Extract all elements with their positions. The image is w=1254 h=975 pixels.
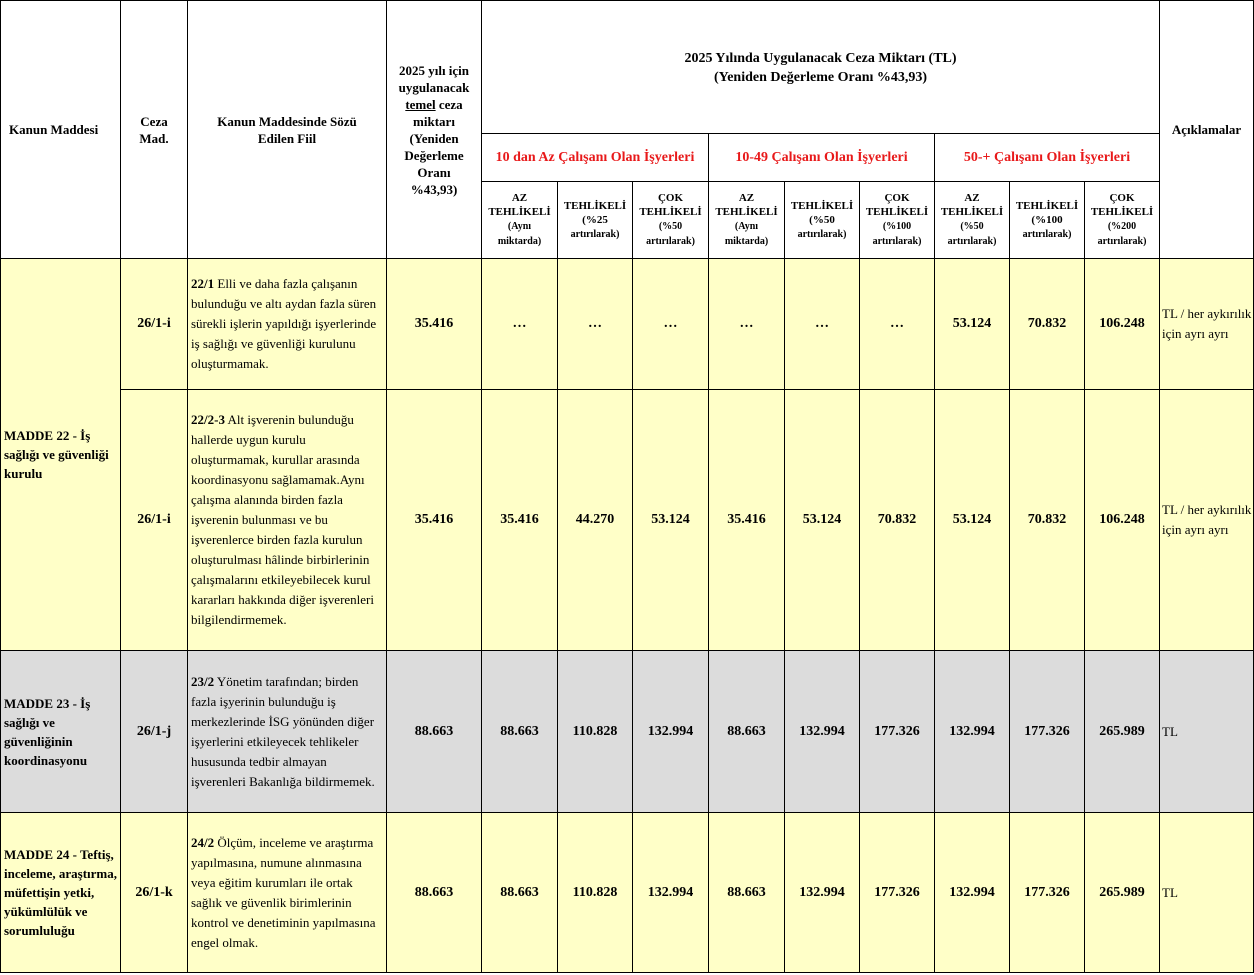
main-title-line2: (Yeniden Değerleme Oranı %43,93) [713,70,928,85]
note-cell: TL / her aykırılık için ayrı ayrı [1160,259,1254,390]
act-code: 24/2 [191,834,215,850]
act-code: 23/2 [191,673,215,689]
subheader-line: TEHLİKELİ [790,199,854,212]
header-penalty-line2: Mad. [139,130,169,146]
subheader-line: TEHLİKELİ [715,206,778,218]
value-cell: 132.994 [633,651,709,813]
subheader-line: artırılarak) [872,236,922,247]
value-cell: 44.270 [558,390,633,651]
base-l1: 2025 yılı için [398,62,470,78]
header-penalty-line1: Ceza [140,113,168,129]
act-code: 22/2-3 [191,412,225,427]
penalty-article-cell: 26/1-i [121,390,188,651]
act-description [188,651,387,813]
table-row [1,390,1254,651]
subheader-line: ÇOK [884,192,910,204]
subheader-line: TEHLİKELİ [1015,199,1079,212]
subheader-line: miktarda) [724,236,769,247]
value-cell: 110.828 [558,813,633,973]
act-text: Yönetim tarafından; birden fazla işyerinin bulunduğu iş merkezlerinde İSG yönünden diğer işyerlerini etkileyecek tehlikeler hususunda tedbir almayan işverenleri Bakanlığa bildirmemek. [191,673,375,789]
table-row [1,259,1254,390]
base-amount-cell: 88.663 [387,813,482,973]
header-base-amount [387,1,482,259]
subheader-line: (%50 [960,221,984,232]
subheader-hazard-class [633,182,709,259]
value-cell: 88.663 [482,813,558,973]
subheader-line: TEHLİKELİ [639,206,702,218]
table-row [1,651,1254,813]
subheader-hazard-class [1010,182,1085,259]
subheader-line: artırılarak) [570,228,620,240]
article-cell: MADDE 24 - Teftiş, inceleme, araştırma, müfettişin yetki, yükümlülük ve sorumluluğu [1,813,121,973]
value-cell: 53.124 [785,390,860,651]
header-main-title [482,1,1160,134]
act-text: Elli ve daha fazla çalışanın bulunduğu ve altı aydan fazla süren sürekli işlerin yapıldığı işyerlerinde iş sağlığı ve güvenliği kurulunu oluşturmamak. [191,276,377,371]
value-cell: 70.832 [860,390,935,651]
base-l4: miktarı [413,113,455,129]
subheader-hazard-class [935,182,1010,259]
subheader-line: artırılarak) [1097,236,1147,247]
value-cell: … [860,259,935,390]
subheader-line: (%50 [809,213,835,226]
subheader-hazard-class [1085,182,1160,259]
penalty-article-cell: 26/1-i [121,259,188,390]
value-cell: 53.124 [633,390,709,651]
subheader-line: (%200 [1107,221,1137,232]
value-cell: 177.326 [1010,651,1085,813]
subheader-line: TEHLİKELİ [563,199,627,212]
group-header-small: 10 dan Az Çalışanı Olan İşyerleri [482,134,709,182]
base-l7: Oranı [417,164,451,180]
value-cell: … [709,259,785,390]
header-article: Kanun Maddesi [1,1,121,259]
act-text: Alt işverenin bulunduğu hallerde uygun kurulu oluşturmamak, kurullar arasında koordinasyonu sağlamamak.Aynı çalışma alanında birden fazla işverenin bulunması ve bu işverenlerce birden fazla kurulun oluşturulması hâlinde birbirlerinin çalışmalarını etkileyebilecek kurul kararları hakkında diğer işverenleri bilgilendirmemek. [191,412,374,627]
value-cell: 132.994 [633,813,709,973]
value-cell: 53.124 [935,259,1010,390]
value-cell: 53.124 [935,390,1010,651]
subheader-line: artırılarak) [797,228,847,240]
value-cell: 265.989 [1085,813,1160,973]
subheader-line: artırılarak) [1022,228,1072,240]
penalty-article-cell: 26/1-k [121,813,188,973]
value-cell: 132.994 [785,813,860,973]
subheader-hazard-class [482,182,558,259]
value-cell: 70.832 [1010,259,1085,390]
base-l3-underlined: temel [405,96,436,112]
value-cell: 106.248 [1085,259,1160,390]
act-description [188,259,387,390]
penalty-article-cell: 26/1-j [121,651,188,813]
subheader-line: AZ [738,192,755,204]
value-cell: 177.326 [860,813,935,973]
header-notes: Açıklamalar [1160,1,1254,259]
value-cell: 177.326 [860,651,935,813]
article-cell: MADDE 23 - İş sağlığı ve güvenliğinin koordinasyonu [1,651,121,813]
base-amount-cell: 88.663 [387,651,482,813]
subheader-line: miktarda) [497,236,542,247]
value-cell: 88.663 [709,651,785,813]
subheader-line: (%100 [1031,213,1063,226]
subheader-line: (Aynı [734,221,759,232]
subheader-line: TEHLİKELİ [940,206,1004,218]
value-cell: 132.994 [785,651,860,813]
subheader-hazard-class [709,182,785,259]
value-cell: … [633,259,709,390]
value-cell: 35.416 [482,390,558,651]
act-code: 22/1 [191,276,215,291]
act-text: Ölçüm, inceleme ve araştırma yapılmasına, numune alınmasına veya eğitim kurumları ile ortak sağlık ve güvenlik birimlerinin kontrol ve denetiminin yapılmasına engel olmak. [191,834,376,950]
subheader-line: (%25 [582,213,608,226]
act-description [188,813,387,973]
value-cell: 88.663 [482,651,558,813]
subheader-line: ÇOK [657,192,684,204]
subheader-line: artırılarak) [646,236,695,247]
act-description [188,390,387,651]
value-cell: 177.326 [1010,813,1085,973]
value-cell: 132.994 [935,813,1010,973]
base-amount-cell: 35.416 [387,390,482,651]
subheader-line: (%50 [658,221,683,232]
note-cell: TL [1160,651,1254,813]
subheader-line: AZ [964,192,980,204]
subheader-hazard-class [785,182,860,259]
note-cell: TL [1160,813,1254,973]
subheader-line: AZ [511,192,528,204]
value-cell: … [558,259,633,390]
subheader-hazard-class [558,182,633,259]
subheader-line: TEHLİKELİ [488,206,551,218]
header-penalty-article [121,1,188,259]
value-cell: 265.989 [1085,651,1160,813]
value-cell: 110.828 [558,651,633,813]
table-row [1,813,1254,973]
base-l2: uygulanacak [398,79,470,95]
group-header-medium: 10-49 Çalışanı Olan İşyerleri [709,134,935,182]
value-cell: … [482,259,558,390]
group-header-large: 50-+ Çalışanı Olan İşyerleri [935,134,1160,182]
value-cell: 35.416 [709,390,785,651]
base-l5: (Yeniden [409,130,459,146]
subheader-hazard-class [860,182,935,259]
article-cell: MADDE 22 - İş sağlığı ve güvenliği kurulu [1,259,121,651]
subheader-line: (%100 [882,221,912,232]
base-l6: Değerleme [404,147,464,163]
value-cell: 132.994 [935,651,1010,813]
value-cell: 106.248 [1085,390,1160,651]
note-cell: TL / her aykırılık için ayrı ayrı [1160,390,1254,651]
header-act [188,1,387,259]
subheader-line: TEHLİKELİ [865,206,929,218]
header-act-line2: Edilen Fiil [257,130,317,146]
main-title-line1: 2025 Yılında Uygulanacak Ceza Miktarı (TL) [684,51,957,66]
subheader-line: TEHLİKELİ [1090,206,1154,218]
header-act-line1: Kanun Maddesinde Sözü [217,113,357,129]
value-cell: 88.663 [709,813,785,973]
base-amount-cell: 35.416 [387,259,482,390]
subheader-line: (Aynı [507,221,532,232]
value-cell: … [785,259,860,390]
subheader-line: ÇOK [1109,192,1135,204]
value-cell: 70.832 [1010,390,1085,651]
base-l3-rest: ceza [435,96,463,112]
base-l8: %43,93) [410,181,458,197]
subheader-line: artırılarak) [947,236,997,247]
